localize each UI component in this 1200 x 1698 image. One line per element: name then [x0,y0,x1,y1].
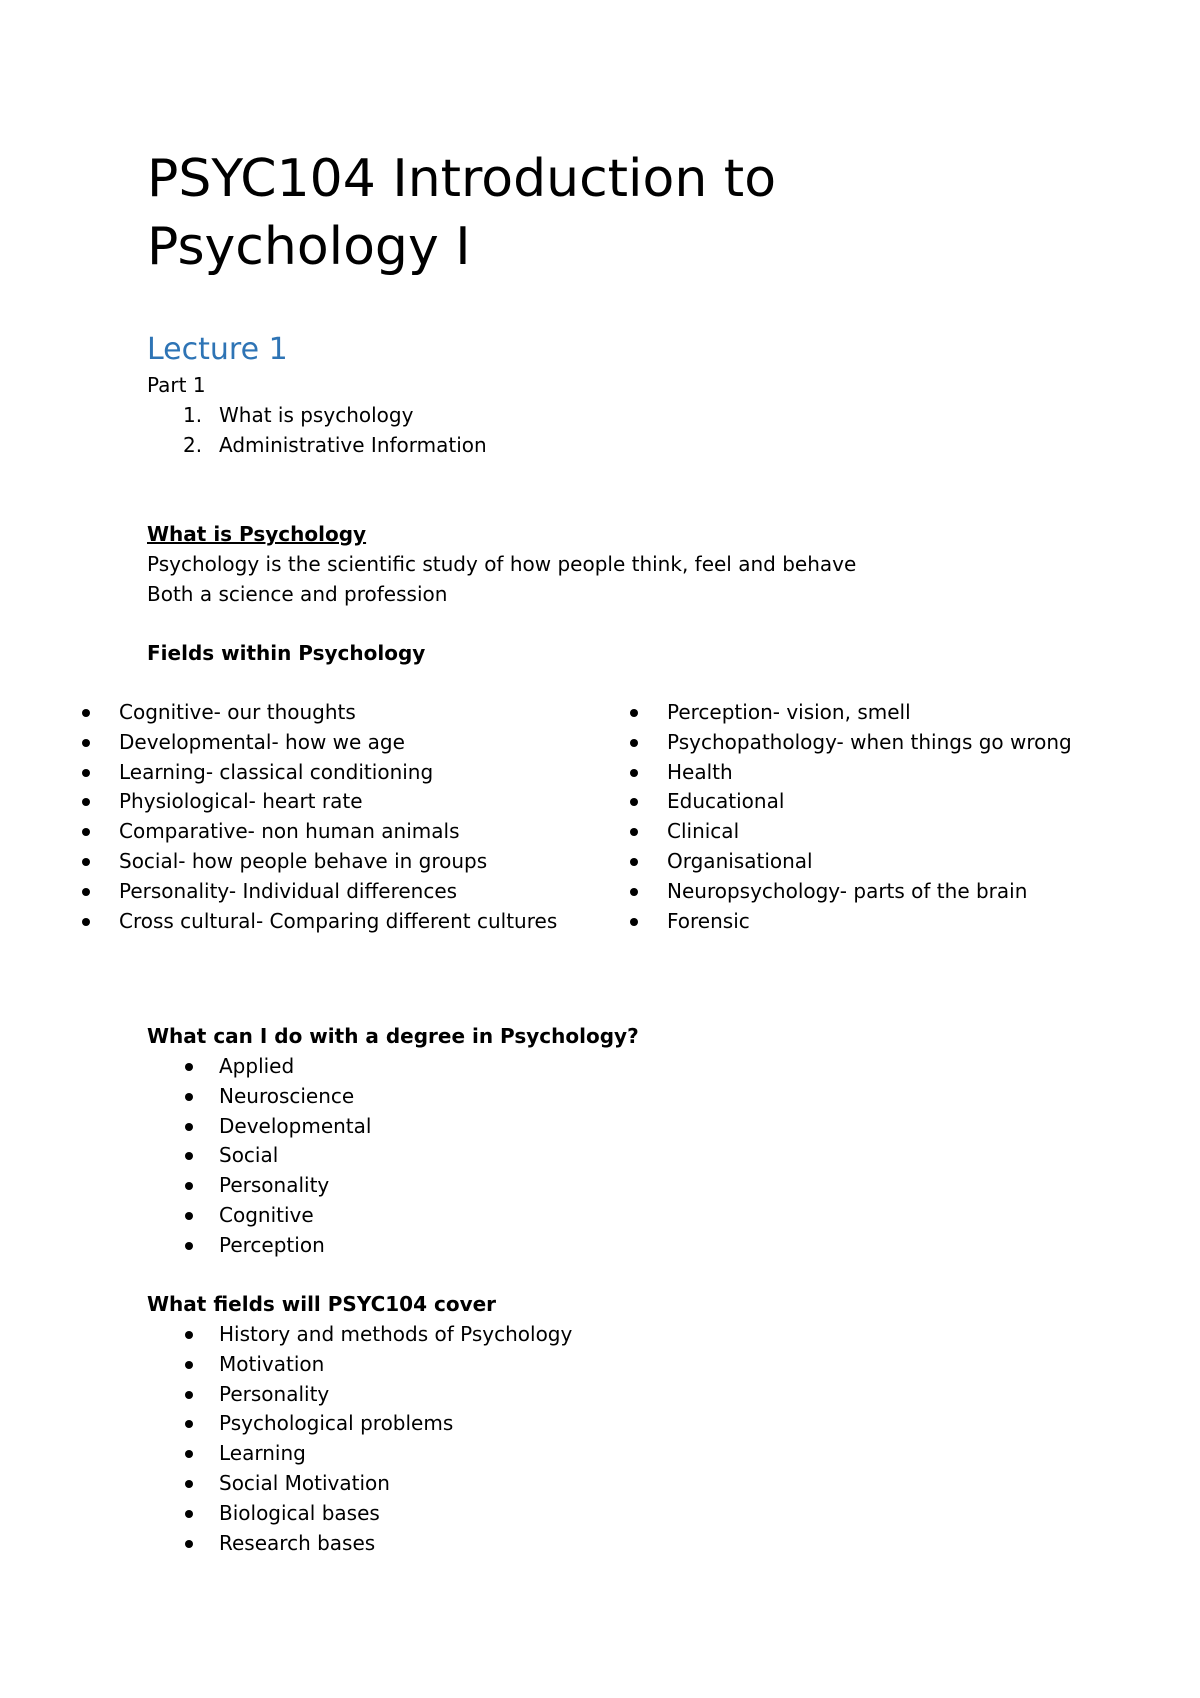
bullet-icon [185,1063,193,1071]
outline-item-number: 1. [183,403,203,427]
bullet-icon [630,739,638,747]
list-item-text: Perception- vision, smell [667,700,911,724]
list-item [82,877,557,907]
list-item-text: Perception [219,1232,325,1257]
fields-list-right [630,698,1072,936]
part-outline-list [147,401,487,461]
list-item [630,787,1072,817]
bullet-icon [185,1212,193,1220]
fields-heading: Fields within Psychology [147,641,426,665]
list-item [630,728,1072,758]
document-title: PSYC104 Introduction to Psychology I [147,149,777,277]
list-item-text: Social Motivation [219,1470,390,1495]
list-item [82,907,557,937]
list-item [185,1171,371,1201]
list-item-text: Cognitive [219,1202,314,1227]
list-item-text: Personality [219,1381,330,1406]
bullet-icon [185,1182,193,1190]
list-item-text: Physiological- heart rate [119,789,363,814]
bullet-icon [82,858,90,866]
bullet-icon [185,1420,193,1428]
list-item-text: Social [219,1143,279,1168]
list-item-text: Organisational [667,848,813,873]
bullet-icon [185,1152,193,1160]
definition-line: Both a science and profession [147,582,448,606]
bullet-icon [82,709,90,717]
what-is-psychology-heading: What is Psychology [147,522,367,546]
bullet-icon [630,858,638,866]
list-item [185,1499,572,1529]
bullet-icon [630,828,638,836]
list-item [630,847,1072,877]
bullet-icon [185,1331,193,1339]
outline-item-text: What is psychology [219,403,414,427]
list-item-text: Psychopathology- when things go wrong [667,729,1072,754]
degree-heading: What can I do with a degree in Psychology? [147,1024,639,1048]
list-item [185,1320,572,1350]
bullet-icon [630,769,638,777]
bullet-icon [82,888,90,896]
list-item [185,1350,572,1380]
list-item-text: Developmental [219,1113,372,1138]
bullet-icon [630,888,638,896]
list-item-text: Comparative- non human animals [119,819,460,844]
bullet-icon [82,739,90,747]
list-item-text: Clinical [667,819,740,844]
list-item [185,1112,371,1142]
cover-heading: What fields will PSYC104 cover [147,1292,497,1316]
list-item [185,1380,572,1410]
list-item-text: Cross cultural- Comparing different cultures [119,908,558,933]
outline-item-number: 2. [183,432,203,457]
list-item [82,758,557,788]
list-item [185,1231,371,1261]
list-item-text: Developmental- how we age [119,729,405,754]
list-item [185,1141,371,1171]
list-item [630,907,1072,937]
bullet-icon [82,918,90,926]
list-item-text: Neuropsychology- parts of the brain [667,878,1028,903]
outline-item [147,431,487,461]
list-item-text: Applied [219,1054,295,1078]
list-item-text: Personality- Individual differences [119,878,458,903]
bullet-icon [82,769,90,777]
bullet-icon [185,1480,193,1488]
list-item-text: Health [667,759,733,784]
bullet-icon [630,798,638,806]
list-item [630,817,1072,847]
list-item [185,1201,371,1231]
list-item-text: Research bases [219,1530,376,1555]
list-item [82,847,557,877]
bullet-icon [185,1242,193,1250]
bullet-icon [82,798,90,806]
list-item-text: Cognitive- our thoughts [119,700,356,724]
list-item-text: Psychological problems [219,1411,454,1436]
definition-line: Psychology is the scientific study of how people think, feel and behave [147,552,857,576]
list-item-text: History and methods of Psychology [219,1322,573,1346]
list-item [82,698,557,728]
fields-list-left [82,698,557,936]
part-label: Part 1 [147,373,206,397]
list-item [630,758,1072,788]
list-item-text: Personality [219,1173,330,1198]
cover-list [185,1320,572,1558]
list-item [82,728,557,758]
bullet-icon [82,828,90,836]
bullet-icon [185,1391,193,1399]
list-item [630,698,1072,728]
list-item [630,877,1072,907]
bullet-icon [185,1540,193,1548]
list-item [185,1082,371,1112]
list-item-text: Social- how people behave in groups [119,848,488,873]
list-item [185,1439,572,1469]
list-item [185,1052,371,1082]
list-item-text: Forensic [667,908,750,933]
list-item [82,817,557,847]
bullet-icon [185,1361,193,1369]
bullet-icon [185,1123,193,1131]
lecture-heading: Lecture 1 [147,332,288,367]
bullet-icon [630,709,638,717]
list-item [185,1409,572,1439]
degree-list [185,1052,371,1261]
list-item-text: Biological bases [219,1500,380,1525]
list-item [82,787,557,817]
list-item-text: Educational [667,789,785,814]
list-item [185,1529,572,1559]
list-item-text: Neuroscience [219,1083,355,1108]
list-item [185,1469,572,1499]
list-item-text: Motivation [219,1351,325,1376]
bullet-icon [185,1510,193,1518]
bullet-icon [630,918,638,926]
outline-item [147,401,487,431]
list-item-text: Learning- classical conditioning [119,759,434,784]
list-item-text: Learning [219,1441,306,1466]
outline-item-text: Administrative Information [219,432,487,457]
bullet-icon [185,1450,193,1458]
bullet-icon [185,1093,193,1101]
